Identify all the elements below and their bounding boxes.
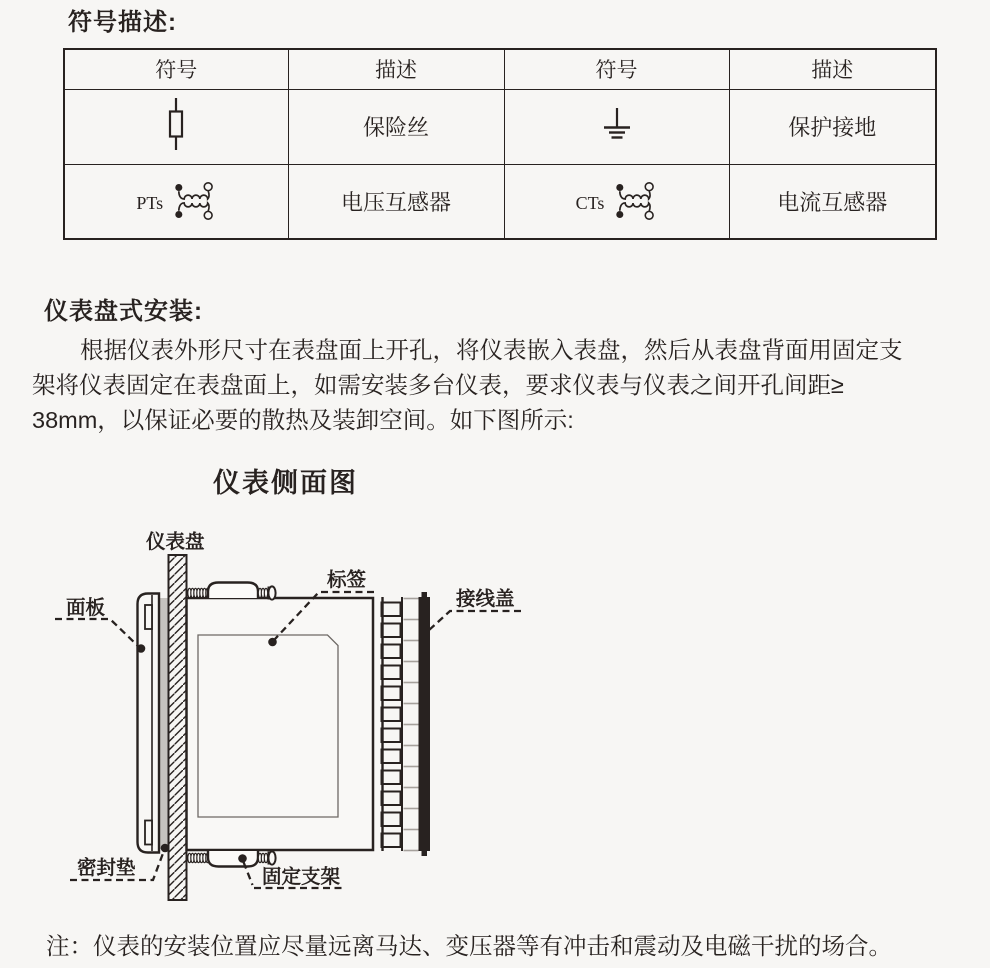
- col-header-symbol-1: 符号: [64, 49, 288, 89]
- fuse-icon: [168, 98, 184, 150]
- ct-desc: 电流互感器: [729, 164, 936, 239]
- bottom-bracket-screw: [188, 851, 276, 867]
- fuse-symbol-cell: [64, 89, 288, 164]
- protective-earth-icon: [603, 108, 631, 139]
- earth-symbol-cell: [504, 89, 729, 164]
- label-gasket: 密封垫: [77, 857, 136, 879]
- voltage-transformer-icon: [170, 180, 216, 222]
- front-bezel: [138, 594, 160, 853]
- fixing-bracket-top: [208, 583, 258, 599]
- pt-symbol-cell: [64, 164, 288, 239]
- label-front-panel: 面板: [66, 597, 106, 619]
- pt-label: PTs: [136, 192, 164, 213]
- current-transformer-icon: [611, 180, 657, 222]
- top-bracket-screw: [188, 583, 276, 600]
- section-title: 仪表盘式安装:: [44, 298, 203, 325]
- label-sticker: 标签: [327, 569, 367, 591]
- col-header-desc-2: 描述: [729, 49, 936, 89]
- page-title: 符号描述:: [68, 9, 177, 36]
- table-row: [64, 164, 936, 239]
- ct-symbol-cell: [504, 164, 729, 239]
- panel-wall: [169, 555, 187, 900]
- fixing-bracket-bottom: [208, 851, 258, 867]
- front-panel-leader: [55, 619, 138, 646]
- pt-desc: 电压互感器: [288, 164, 504, 239]
- fuse-desc: 保险丝: [288, 89, 504, 164]
- sealing-gasket-shape: [160, 598, 169, 849]
- meter-body: [187, 598, 374, 850]
- ct-label: CTs: [575, 192, 605, 213]
- paragraph-line: 架将仪表固定在表盘面上，如需安装多台仪表，要求仪表与仪表之间开孔间距≥: [32, 372, 844, 398]
- earth-desc: 保护接地: [729, 89, 936, 164]
- table-header-row: [64, 49, 936, 89]
- side-view-diagram: [30, 515, 530, 910]
- terminal-block: [382, 597, 419, 851]
- label-terminal-cover: 接线盖: [456, 588, 515, 610]
- col-header-symbol-2: 符号: [504, 49, 729, 89]
- label-bracket: 固定支架: [262, 866, 341, 888]
- col-header-desc-1: 描述: [288, 49, 504, 89]
- note: 注：仪表的安装位置应尽量远离马达、变压器等有冲击和震动及电磁干扰的场合。: [46, 933, 892, 959]
- label-panel-board: 仪表盘: [146, 531, 205, 553]
- terminal-cover-leader: [428, 611, 521, 631]
- terminal-cover-bar: [419, 592, 431, 856]
- diagram-title: 仪表侧面图: [213, 468, 358, 498]
- table-row: [64, 89, 936, 164]
- install-paragraph: [32, 333, 903, 438]
- paragraph-line: 根据仪表外形尺寸在表盘面上开孔，将仪表嵌入表盘，然后从表盘背面用固定支: [80, 337, 903, 363]
- symbol-table: [63, 48, 937, 240]
- paragraph-line: 38mm，以保证必要的散热及装卸空间。如下图所示:: [32, 407, 574, 433]
